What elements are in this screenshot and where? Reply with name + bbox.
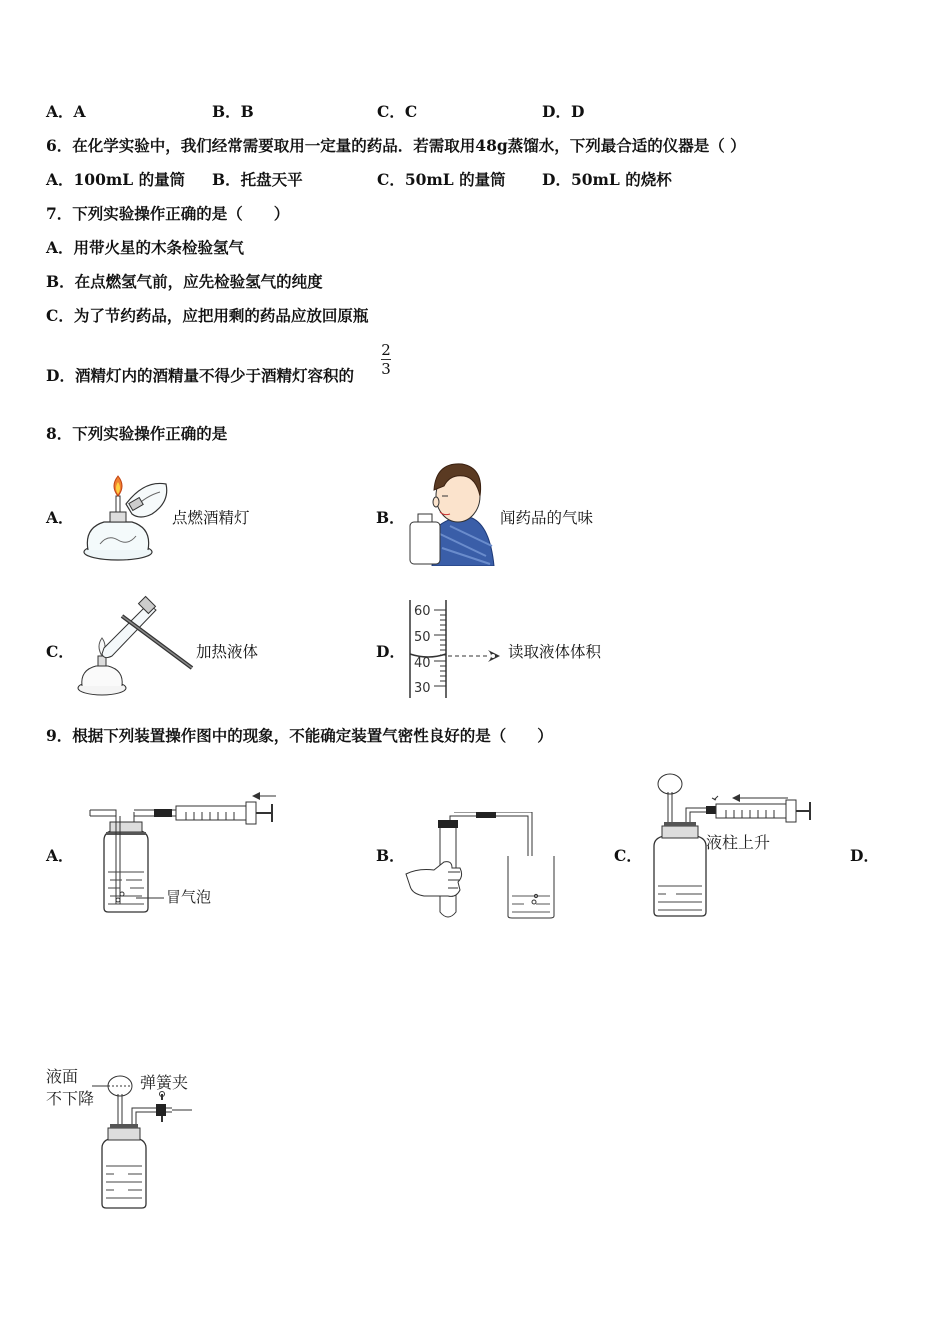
liquid-level-label-2: 不下降	[46, 1089, 95, 1108]
heating-liquid-figure	[74, 594, 194, 700]
q8-b-caption: 闻药品的气味	[500, 509, 594, 527]
tick-label: 30	[414, 681, 431, 696]
q9-d-letter: D．	[850, 846, 879, 865]
smell-medicine-figure	[406, 456, 498, 566]
alcohol-lamp-figure	[74, 474, 174, 566]
q8-stem: 8．下列实验操作正确的是	[46, 424, 228, 443]
q8-c-caption: 加热液体	[196, 643, 259, 661]
q8-d-caption: 读取液体体积	[508, 643, 602, 661]
q6-option-d: D．50mL 的烧杯	[542, 170, 672, 189]
fraction-two-thirds	[378, 342, 394, 377]
q7-option-c: C．为了节约药品，应把用剩的药品应放回原瓶	[46, 306, 369, 325]
apparatus-c-figure	[642, 770, 818, 918]
q5-option-b: B．B	[212, 102, 254, 121]
q5-option-a: A．A	[46, 102, 86, 121]
q9-a-letter: A．	[46, 846, 74, 865]
tick-label: 50	[414, 630, 431, 645]
q6-stem: 6．在化学实验中，我们经常需要取用一定量的药品．若需取用48g蒸馏水，下列最合适的仪器是（ ）	[46, 136, 746, 155]
clamp-label: 弹簧夹	[140, 1073, 189, 1092]
q9-c-letter: C．	[614, 846, 642, 865]
q8-c-letter: C．	[46, 642, 74, 661]
apparatus-d-figure	[44, 1064, 204, 1212]
apparatus-b-figure	[404, 812, 564, 922]
q6-option-a: A．100mL 的量筒	[46, 170, 186, 189]
tick-label: 40	[414, 656, 431, 671]
q7-stem: 7．下列实验操作正确的是（ ）	[46, 204, 290, 223]
q8-a-letter: A．	[46, 508, 74, 527]
q8-d-letter: D．	[376, 642, 405, 661]
q7-option-d: D．酒精灯内的酒精量不得少于酒精灯容积的	[46, 366, 354, 385]
graduated-cylinder-figure	[404, 598, 508, 700]
fraction-denominator: 3	[381, 360, 391, 378]
q8-a-caption: 点燃酒精灯	[172, 509, 250, 527]
q9-stem: 9．根据下列装置操作图中的现象，不能确定装置气密性良好的是（ ）	[46, 726, 553, 745]
liquid-level-label-1: 液面	[46, 1067, 79, 1086]
q9-b-letter: B．	[376, 846, 405, 865]
apparatus-a-figure	[86, 788, 286, 914]
q7-option-b: B．在点燃氢气前，应先检验氢气的纯度	[46, 272, 323, 291]
q8-b-letter: B．	[376, 508, 405, 527]
fraction-numerator: 2	[381, 341, 391, 359]
liquid-rise-label: 液柱上升	[706, 833, 771, 852]
tick-label: 60	[414, 604, 431, 619]
q6-option-c: C．50mL 的量筒	[377, 170, 506, 189]
q5-option-d: D．D	[542, 102, 585, 121]
q6-option-b: B．托盘天平	[212, 170, 303, 189]
bubble-label: 冒气泡	[166, 888, 212, 906]
q7-option-a: A．用带火星的木条检验氢气	[46, 238, 245, 257]
q5-option-c: C．C	[377, 102, 418, 121]
